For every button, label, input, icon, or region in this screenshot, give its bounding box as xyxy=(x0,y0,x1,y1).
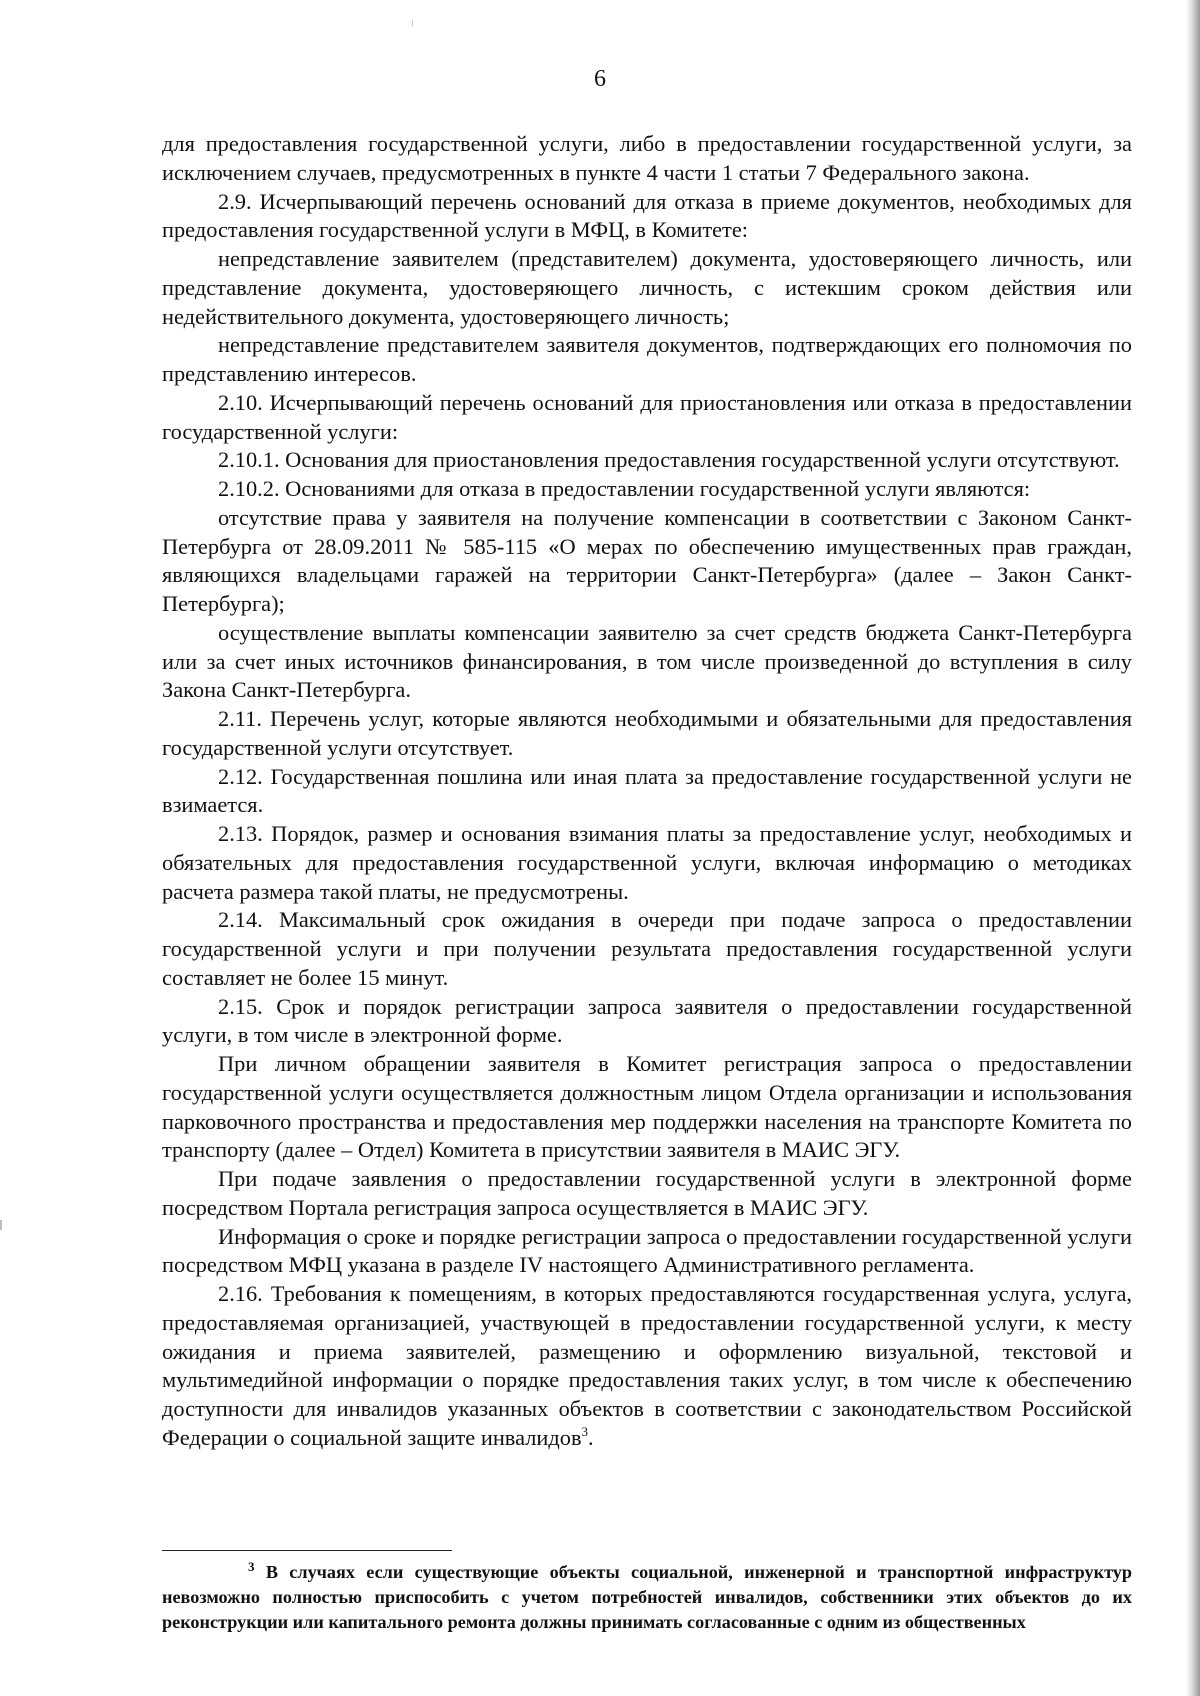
page-number: 6 xyxy=(594,66,606,92)
paragraph: 2.12. Государственная пошлина или иная плата за предоставление государственной услуги не взимается. xyxy=(162,763,1132,818)
paragraph: При подаче заявления о предоставлении государственной услуги в электронной форме посредством Портала регистрация запроса осуществляется в МАИС ЭГУ. xyxy=(162,1166,1132,1220)
paragraph: 2.10.1. Основания для приостановления предоставления государственной услуги отсутствуют. xyxy=(218,447,1120,473)
footnote-reference: 3 xyxy=(581,1423,589,1439)
paragraph: для предоставления государственной услуги, либо в предоставлении государственной услуги, за исключением случаев, предусмотренных в пункте 4 части 1 статьи 7 Федерального закона. xyxy=(162,131,1132,185)
paragraph: осуществление выплаты компенсации заявителю за счет средств бюджета Санкт-Петербурга или за счет иных источников финансирования, в том числе произведенной до вступления в силу Закона Санкт-Петербурга. xyxy=(162,619,1132,703)
footnote-text: В случаях если существующие объекты социальной, инженерной и транспортной инфраструктур невозможно полностью приспособить с учетом потребностей инвалидов, собственники этих объектов до их реконструкции или капитального ремонта должны принимать согласованные с одним из общественных xyxy=(162,1562,1132,1632)
paragraph-with-footnote-ref xyxy=(162,1280,1132,1453)
paragraph: 2.13. Порядок, размер и основания взимания платы за предоставление услуг, необходимых и обязательных для предоставления государственной услуги, включая информацию о методиках расчета размера такой платы, не предусмотрены. xyxy=(162,821,1132,904)
paragraph: 2.9. Исчерпывающий перечень оснований для отказа в приеме документов, необходимых для предоставления государственной услуги в МФЦ, в Комитете: xyxy=(162,188,1132,243)
paragraph: Информация о сроке и порядке регистрации запроса о предоставлении государственной услуги посредством МФЦ указана в разделе IV настоящего Административного регламента. xyxy=(162,1223,1132,1278)
footnote-separator xyxy=(162,1550,452,1551)
paragraph: 2.14. Максимальный срок ожидания в очереди при подаче запроса о предоставлении государственной услуги и при получении результата предоставления государственной услуги составляет не более 15 минут. xyxy=(162,907,1132,990)
paragraph-end-punctuation: . xyxy=(588,1424,594,1450)
footnote-marker: 3 xyxy=(248,1559,255,1574)
paragraph: непредставление представителем заявителя документов, подтверждающих его полномочия по представлению интересов. xyxy=(162,332,1132,386)
footnote xyxy=(162,1560,1132,1635)
document-body xyxy=(162,130,1132,1453)
scan-edge-shadow xyxy=(1186,0,1200,1696)
paragraph: 2.15. Срок и порядок регистрации запроса заявителя о предоставлении государственной услуги, в том числе в электронной форме. xyxy=(162,993,1132,1048)
paragraph: 2.11. Перечень услуг, которые являются необходимыми и обязательными для предоставления государственной услуги отсутствует. xyxy=(162,706,1132,760)
paragraph: отсутствие права у заявителя на получение компенсации в соответствии с Законом Санкт-Петербурга от 28.09.2011 № 585-115 «О мерах по обеспечению имущественных прав граждан, являющихся владельцами гаражей на территории Санкт-Петербурга» (далее – Закон Санкт-Петербурга); xyxy=(162,504,1132,616)
paragraph: При личном обращении заявителя в Комитет регистрация запроса о предоставлении государственной услуги осуществляется должностным лицом Отдела организации и использования парковочного пространства и предоставления мер поддержки населения на транспорте Комитета по транспорту (далее – Отдел) Комитета в присутствии заявителя в МАИС ЭГУ. xyxy=(162,1051,1132,1163)
paragraph: непредставление заявителем (представителем) документа, удостоверяющего личность, или представление документа, удостоверяющего личность, с истекшим сроком действия или недействительного документа, удостоверяющего личность; xyxy=(162,246,1132,329)
scan-artifact xyxy=(412,20,413,26)
scan-artifact xyxy=(0,1220,2,1230)
paragraph-text: 2.16. Требования к помещениям, в которых предоставляются государственная услуга, услуга, предоставляемая организацией, участвующей в предоставлении государственной услуги, к месту ожидания и приема заявителей, размещению и оформлению визуальной, текстовой и мультимедийной информации о порядке предоставления таких услуг, в том числе к обеспечению доступности для инвалидов указанных объектов в соответствии с законодательством Российской Федерации о социальной защите инвалидов xyxy=(162,1281,1132,1450)
paragraph: 2.10.2. Основаниями для отказа в предоставлении государственной услуги являются: xyxy=(218,476,1031,501)
paragraph: 2.10. Исчерпывающий перечень оснований для приостановления или отказа в предоставлении государственной услуги: xyxy=(162,389,1132,444)
